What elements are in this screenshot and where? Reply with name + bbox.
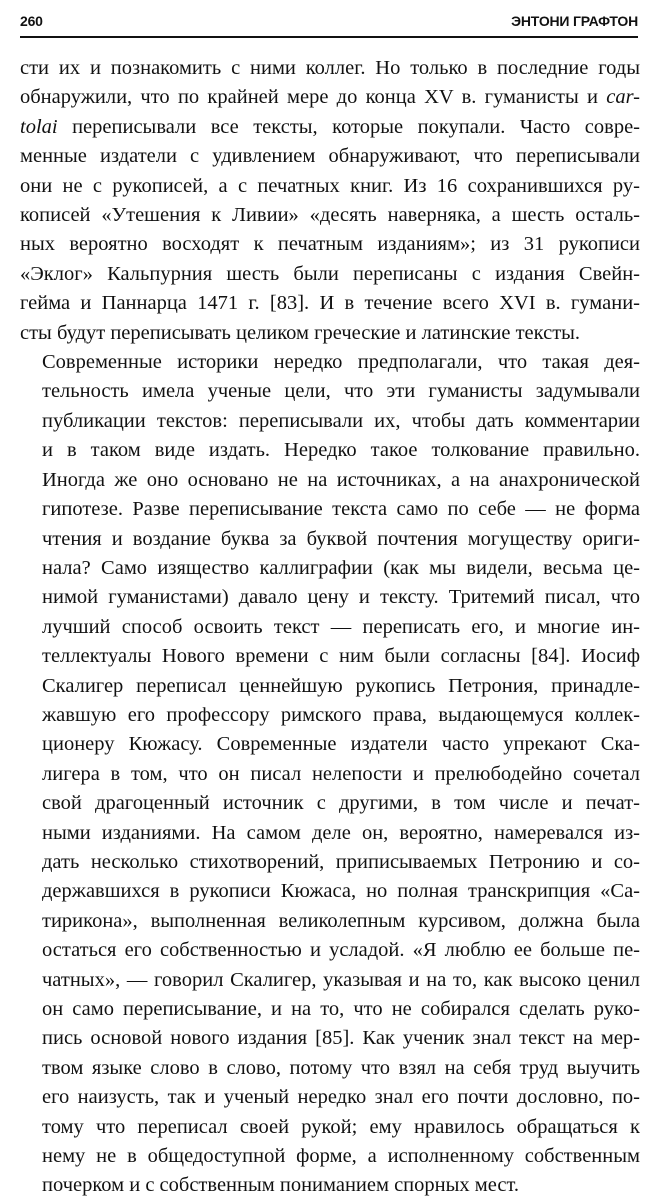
text-line: он само переписывание, и на то, что не собирался сделать руко-	[42, 998, 640, 1020]
text-line: пись основой нового издания [85]. Как ученик знал текст на мер-	[42, 1027, 640, 1050]
text-line: тому что переписал своей рукой; ему нравилось обращаться к	[42, 1115, 640, 1138]
text-line: твом языке слово в слово, потому что взял на себя труд выучить	[42, 1056, 640, 1079]
text-line: лигера в том, что он писал нелепости и прелюбодейно сочетал	[42, 762, 640, 785]
paragraph	[20, 348, 640, 1201]
text-line: гипотезе. Разве переписывание текста само по себе — не форма	[42, 498, 640, 521]
page-number: 260	[20, 13, 43, 29]
text-line: жавшую его профессору римского права, выдающемуся коллек-	[42, 703, 640, 726]
body-text	[20, 54, 640, 1201]
text-line: ными изданиями. На самом деле он, вероятно, намеревался из-	[42, 821, 640, 844]
text-line: сты будут переписывать целиком греческие и латинские тексты.	[20, 321, 581, 344]
text-line: кописей «Утешения к Ливии» «десять наверняка, а шесть осталь-	[20, 204, 640, 227]
text-line: гейма и Паннарца 1471 г. [83]. И в течение всего XVI в. гумани-	[20, 292, 640, 315]
text-line: «Эклог» Кальпурния шесть были переписаны с издания Свейн-	[20, 262, 640, 285]
text-line: обнаружили, что по крайней мере до конца XV в. гуманисты и car-	[20, 86, 640, 109]
text-line: лучший способ освоить текст — переписать его, и многие ин-	[42, 615, 640, 638]
text-line: чатных», — говорил Скалигер, указывая и на то, как высоко ценил	[42, 968, 640, 991]
text-line: менные издатели с удивлением обнаруживают, что переписывали	[20, 145, 640, 168]
text-line: они не с рукописей, а с печатных книг. Из 16 сохранившихся ру-	[20, 174, 640, 197]
text-line: ционеру Кюжасу. Современные издатели часто упрекают Ска-	[42, 733, 640, 756]
text-line: ных вероятно восходят к печатным изданиям»; из 31 рукописи	[20, 233, 640, 256]
text-line: сти их и познакомить с ними коллег. Но только в последние годы	[20, 57, 640, 79]
text-line: Иногда же оно основано не на источниках, а на анахронической	[42, 468, 640, 491]
text-line: чтения и воздание буква за буквой почтения могуществу ориги-	[42, 527, 640, 550]
text-line: Скалигер переписал ценнейшую рукопись Петрония, принадле-	[42, 674, 640, 697]
text-line: тирикона», выполненная великолепным курсивом, должна была	[42, 909, 640, 932]
running-head	[20, 10, 638, 34]
text-line: Современные историки нередко предполагали, что такая дея-	[42, 351, 640, 374]
text-line: его наизусть, так и ученый нередко знал его почти дословно, по-	[42, 1086, 640, 1109]
text-line: теллектуалы Нового времени с ним были согласны [84]. Иосиф	[42, 645, 640, 668]
text-line: почерком и с собственным пониманием спорных мест.	[42, 1174, 519, 1197]
text-line: свой драгоценный источник с другими, в том числе и печат-	[42, 792, 640, 815]
text-line: дать несколько стихотворений, приписываемых Петронию и со-	[42, 850, 640, 873]
text-line: державшихся в рукописи Кюжаса, но полная транскрипция «Са-	[42, 880, 640, 903]
text-line: нала? Само изящество каллиграфии (как мы видели, весьма це-	[42, 556, 640, 579]
text-line: тельность имела ученые цели, что эти гуманисты задумывали	[42, 380, 640, 403]
text-line: нимой гуманистами) давало цену и тексту. Тритемий писал, что	[42, 586, 640, 609]
paragraph	[20, 54, 640, 348]
header-rule	[20, 36, 638, 38]
text-line: публикации текстов: переписывали их, чтобы дать комментарии	[42, 409, 640, 432]
text-line: нему не в общедоступной форме, а исполненному собственным	[42, 1145, 640, 1168]
header-author: ЭНТОНИ ГРАФТОН	[511, 13, 638, 29]
text-line: остаться его собственностью и усладой. «Я люблю ее больше пе-	[42, 939, 640, 962]
text-line: и в таком виде издать. Нередко такое толкование правильно.	[42, 439, 640, 462]
text-line: tolai переписывали все тексты, которые покупали. Часто совре-	[20, 115, 640, 138]
